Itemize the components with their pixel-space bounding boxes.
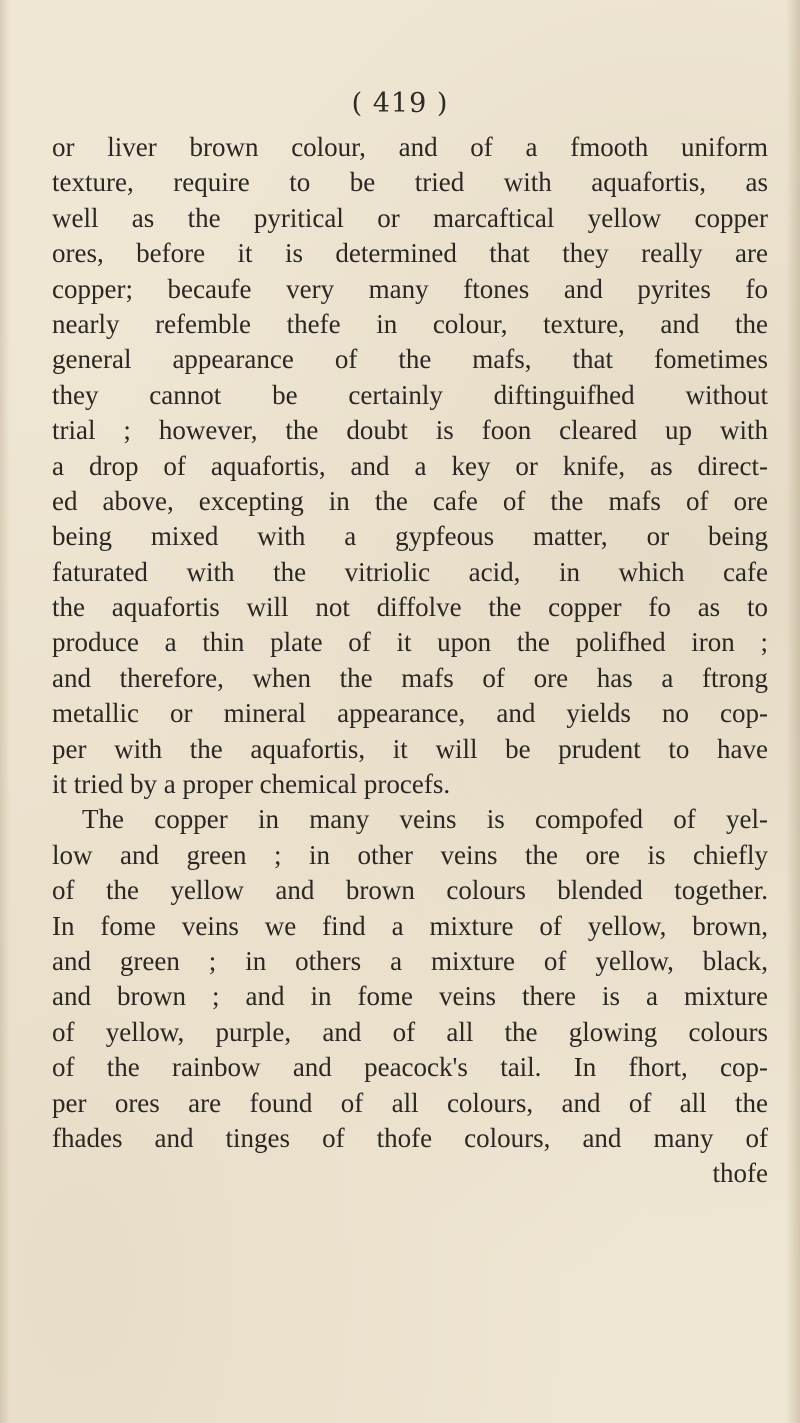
text-line: nearly refemble thefe in colour, texture, and the bbox=[52, 308, 768, 339]
text-line: or liver brown colour, and of a fmooth uniform bbox=[52, 132, 768, 162]
text-line: copper; becaufe very many ftones and pyrites fo bbox=[52, 273, 768, 304]
catchword: thofe bbox=[712, 1158, 768, 1189]
text-line: general appearance of the mafs, that fometimes bbox=[52, 344, 768, 375]
text-line: per with the aquafortis, it will be prudent to have bbox=[52, 733, 768, 764]
page-number: ( 419 ) bbox=[351, 88, 449, 119]
text-line: per ores are found of all colours, and of all the bbox=[52, 1087, 768, 1118]
text-line: well as the pyritical or marcaftical yellow copper bbox=[52, 202, 768, 233]
text-line: of yellow, purple, and of all the glowing colours bbox=[52, 1016, 768, 1047]
text-line: and green ; in others a mixture of yellow, black, bbox=[52, 945, 768, 976]
text-line: of the yellow and brown colours blended together. bbox=[52, 875, 768, 906]
text-line: In fome veins we find a mixture of yellow, brown, bbox=[52, 910, 768, 941]
body-text bbox=[52, 130, 768, 1192]
text-line: trial ; however, the doubt is foon cleared up with bbox=[52, 415, 768, 446]
text-line: fhades and tinges of thofe colours, and many of bbox=[52, 1122, 768, 1153]
text-line: metallic or mineral appearance, and yields no cop- bbox=[52, 698, 768, 729]
page-gutter-shadow bbox=[0, 0, 10, 1423]
text-line: produce a thin plate of it upon the polifhed iron ; bbox=[52, 627, 768, 658]
paragraph-start-line: The copper in many veins is compofed of yel- bbox=[82, 804, 768, 835]
text-line: being mixed with a gypfeous matter, or being bbox=[52, 521, 768, 552]
text-line: the aquafortis will not diffolve the copper fo as to bbox=[52, 592, 768, 623]
text-line: faturated with the vitriolic acid, in which cafe bbox=[52, 556, 768, 587]
text-line: a drop of aquafortis, and a key or knife, as direct- bbox=[52, 450, 768, 481]
text-line: ores, before it is determined that they really are bbox=[52, 238, 768, 269]
text-line: they cannot be certainly diftinguifhed without bbox=[52, 379, 768, 410]
text-line: and brown ; and in fome veins there is a mixture bbox=[52, 981, 768, 1012]
text-line: and therefore, when the mafs of ore has a ftrong bbox=[52, 662, 768, 693]
page-edge bbox=[786, 0, 800, 1423]
text-line: low and green ; in other veins the ore is chiefly bbox=[52, 839, 768, 870]
text-line: texture, require to be tried with aquafortis, as bbox=[52, 167, 768, 198]
text-line: of the rainbow and peacock's tail. In fhort, cop- bbox=[52, 1052, 768, 1083]
text-line: it tried by a proper chemical procefs. bbox=[52, 769, 451, 800]
text-line: ed above, excepting in the cafe of the mafs of ore bbox=[52, 485, 768, 516]
